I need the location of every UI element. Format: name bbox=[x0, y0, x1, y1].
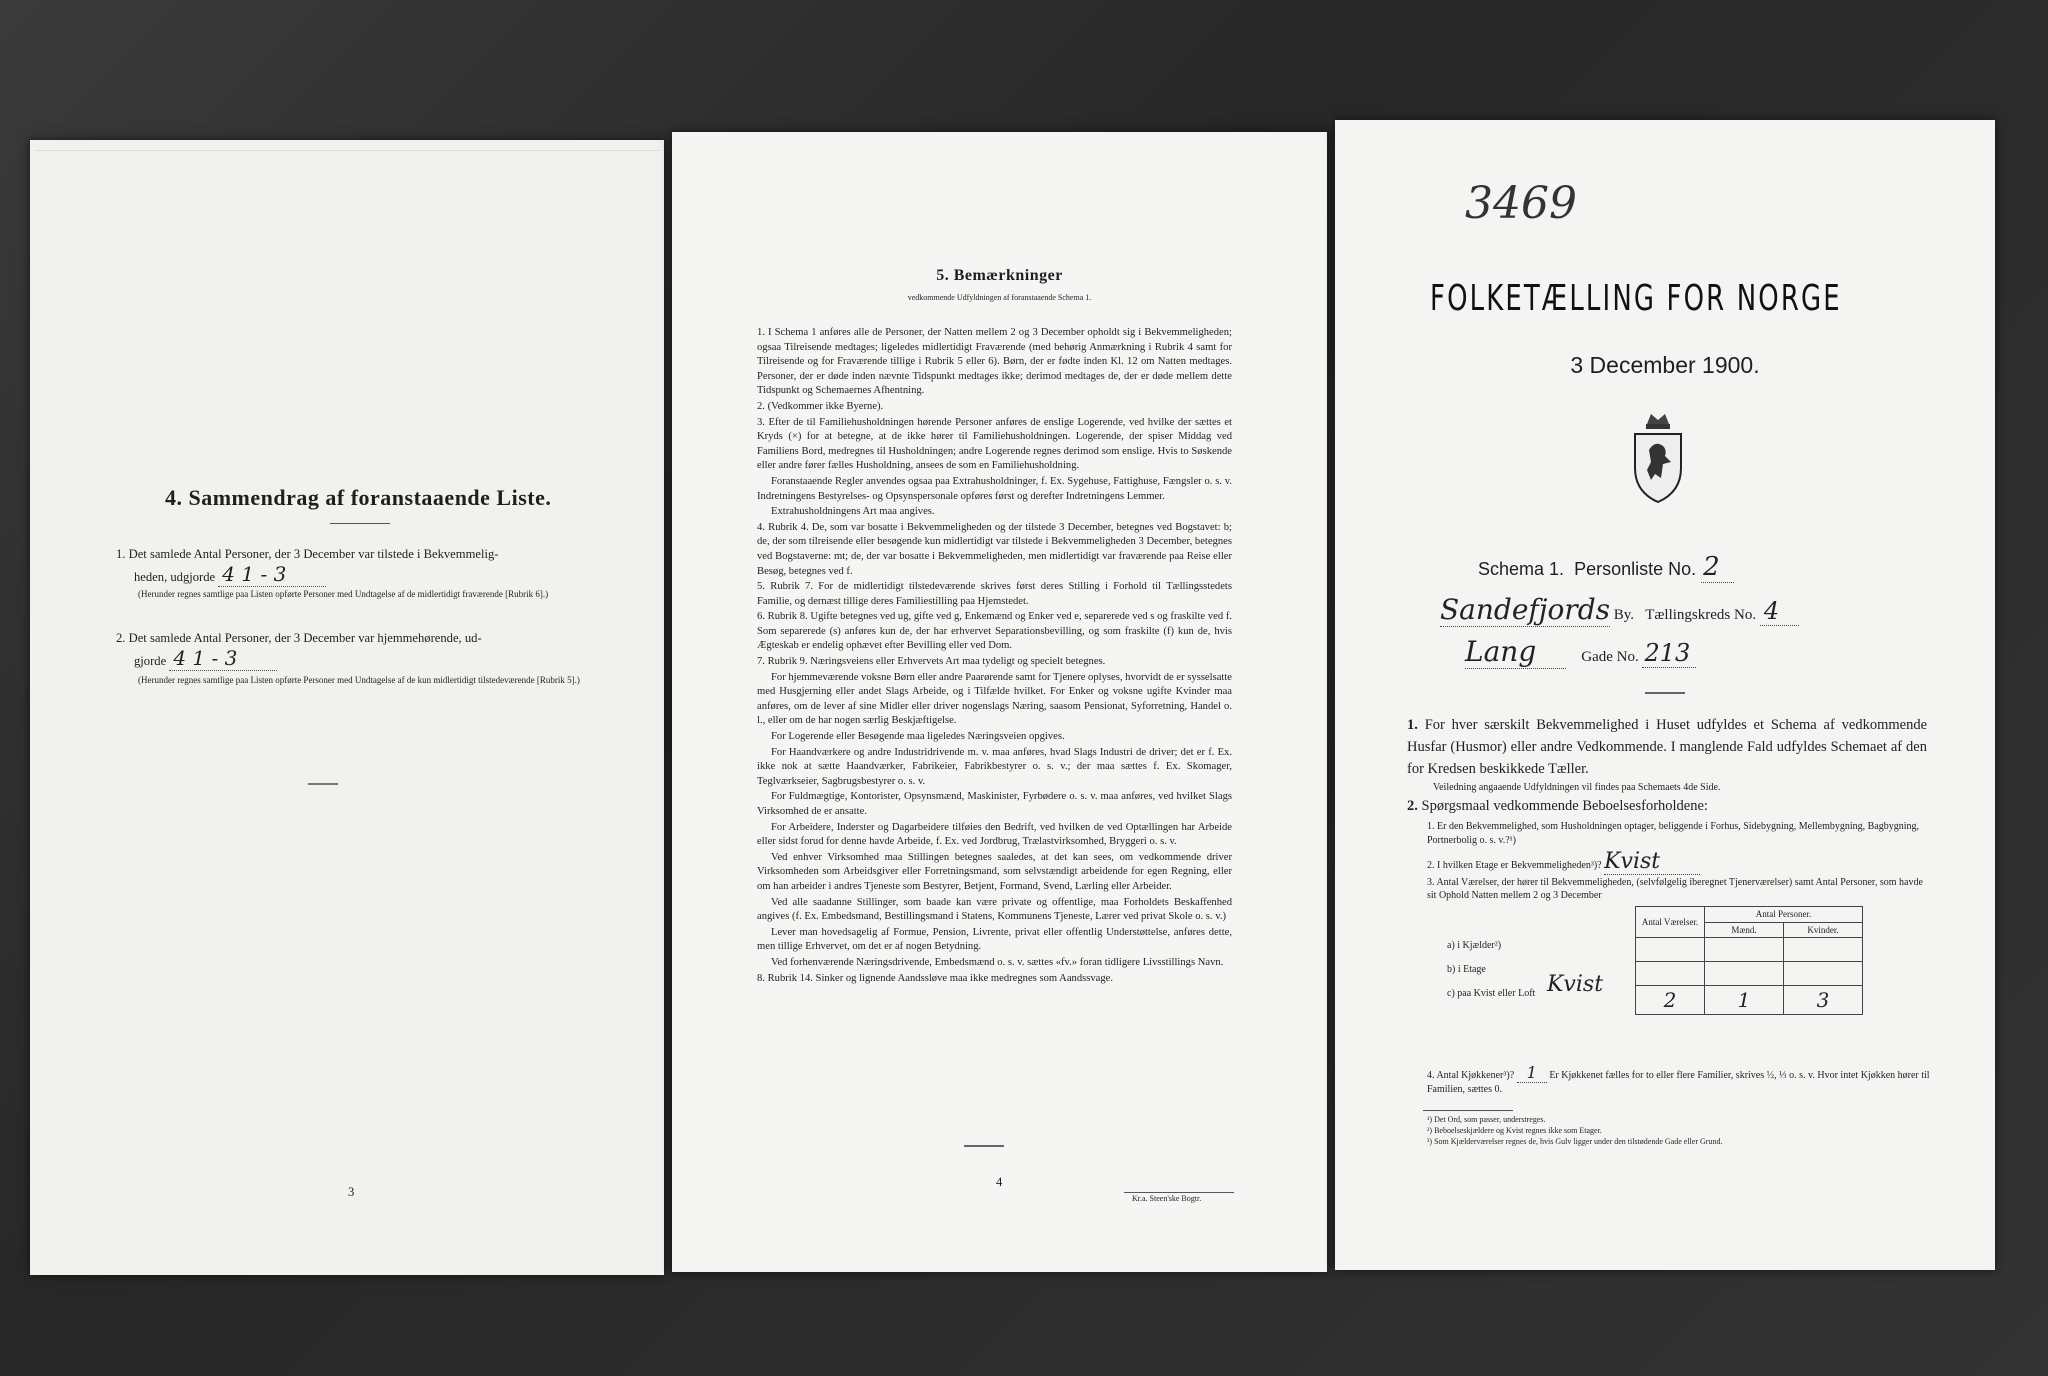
row-label-floor: b) i Etage bbox=[1447, 964, 1486, 975]
gade-number: 213 bbox=[1642, 639, 1696, 668]
summary-item-1: 1. Det samlede Antal Personer, der 3 December var tilstede i Bekvemmelig- heden, udgjorde 4 1 - 3 bbox=[116, 547, 499, 586]
town-line: Sandefjords By. Tællingskreds No. 4 bbox=[1440, 593, 1799, 626]
question-4: 4. Antal Kjøkkener³)? 1 Er Kjøkkenet fælles for to eller flere Familier, skrives ½, ⅓ o. s. v. Hvor intet Kjøkken hører til Familien, sættes 0. bbox=[1427, 1063, 1930, 1095]
remark-paragraph: 3. Efter de til Familiehusholdningen hørende Personer anføres de enslige Logerende, ved hvilke der sættes et Kryds (×) for at betegne, at de ikke hører til Familiehusholdningen. Logerende, der spiser Middag ved Familiens Bord, medregnes til Husholdningen; andre Logerende regnes derimod som enslige. Hvis to Søskende eller andre fører fælles Husholdning, ansees de som en Familiehusholdning. bbox=[757, 416, 1232, 472]
remark-paragraph: 5. Rubrik 7. For de midlertidigt tilstedeværende skrives først deres Stilling i Forhold til Tællingsstedets Familie, og dernæst tillige deres Familiestilling paa Hjemstedet. bbox=[757, 581, 1232, 607]
remark-paragraph: For Fuldmægtige, Kontorister, Opsynsmænd, Maskinister, Fyrbødere o. s. v. maa anføres, ved hvilket Slags Virksomhed de er ansatte. bbox=[757, 791, 1232, 817]
printer-imprint: Kr.a. Steen'ske Bogtr. bbox=[1132, 1194, 1202, 1203]
attic-rooms: 2 bbox=[1636, 986, 1705, 1015]
remark-paragraph: For Haandværkere og andre Industridrivende m. v. maa anføres, hvad Slags Industri de driver; det er f. Ex. ikke nok at sætte Haandværker, Fabrikeier, Fabrikbestyrer o. s. v.; der maa sættes f. Ex. Skomager, Teglværkseier, Sagbrugsbestyrer o. s. v. bbox=[757, 746, 1232, 787]
page-4-remarks bbox=[672, 132, 1327, 1272]
remark-paragraph: Ved enhver Virksomhed maa Stillingen betegnes saaledes, at det kan sees, om vedkommende driver Virksomheden som Arbeidsgiver eller Forretningsmand, som selvstændigt arbeidende for egen Regning, eller om han arbeider i andres Tjeneste som Bestyrer, Betjent, Formand, Svend, Lærling eller Arbeider. bbox=[757, 851, 1232, 892]
footnotes: ¹) Det Ord, som passer, understreges. ²) Beboelseskjældere og Kvist regnes ikke som Etager. ³) Som Kjælderværelser regnes de, hvis Gulv ligger under den tilstødende Gade eller Grund. bbox=[1427, 1115, 1723, 1146]
remark-paragraph: Foranstaaende Regler anvendes ogsaa paa Extrahusholdninger, f. Ex. Sygehuse, Fattighuse, Fængsler o. s. v. Indretningens Bestyrelses- og Opsynspersonale opføres først og derefter Indretningens Lemmer. bbox=[757, 475, 1232, 502]
attic-male: 1 bbox=[1705, 986, 1784, 1015]
tkreds-number: 4 bbox=[1760, 597, 1799, 626]
col-persons: Antal Personer. bbox=[1705, 907, 1863, 923]
remark-paragraph: 2. (Vedkommer ikke Byerne). bbox=[757, 400, 884, 412]
page-3-summary bbox=[30, 140, 664, 1275]
remark-paragraph: For Logerende eller Besøgende maa ligeledes Næringsveien opgives. bbox=[771, 731, 1065, 743]
section-5-subtitle: vedkommende Udfyldningen af foranstaaende Schema 1. bbox=[907, 293, 1092, 302]
remark-paragraph: 4. Rubrik 4. De, som var bosatte i Bekvemmeligheden og der tilstede 3 December, betegnes ved Bogstavet: b; de, der som tilreisende eller besøgende kun midlertidigt var tilstede i Bekvemmeligheden 3 December, betegnes ved Bogstaverne: mt; de, der var bosatte i Bekvemmeligheden, men midlertidigt var fraværende paa Reise eller Besøg, betegnes ved f. bbox=[757, 521, 1232, 577]
schema-line: Schema 1. Personliste No. 2 bbox=[1478, 552, 1734, 582]
norwegian-coat-of-arms-icon bbox=[1627, 410, 1689, 505]
remark-paragraph: 1. I Schema 1 anføres alle de Personer, der Natten mellem 2 og 3 December opholdt sig i Bekvemmeligheden; ogsaa Tilreisende medtages; ligeledes midlertidigt Fraværende (med behørig Anmærkning i Rubrik 4 samt for Tilreisende og for Fraværende tillige i Rubrik 5 eller 6). Børn, der er fødte inden Kl. 12 om Natten medtages. Personer, der er døde inden nævnte Tidspunkt medtages ikke; derimod medtages de, der er døde mellem dette Tidspunkt og Schemaernes Afhentning. bbox=[757, 327, 1232, 397]
row-label-basement: a) i Kjælder²) bbox=[1447, 940, 1502, 951]
page-number-4: 4 bbox=[996, 1175, 1003, 1189]
personliste-number: 2 bbox=[1701, 552, 1734, 583]
remark-paragraph: 8. Rubrik 14. Sinker og lignende Aandssløve maa ikke medregnes som Aandssvage. bbox=[757, 972, 1114, 984]
street-handwritten: Lang bbox=[1465, 635, 1566, 669]
col-male: Mænd. bbox=[1705, 922, 1784, 938]
row-label-attic: c) paa Kvist eller Loft bbox=[1447, 988, 1536, 999]
question-3: 3. Antal Værelser, der hører til Bekvemmeligheden, (selvfølgelig iberegnet Tjenerværelser) samt Antal Personer, som havde sit Ophold Natten mellem 2 og 3 December bbox=[1427, 877, 1923, 901]
col-female: Kvinder. bbox=[1784, 922, 1863, 938]
page-number-3: 3 bbox=[348, 1185, 355, 1199]
instruction-1: 1. For hver særskilt Bekvemmelighed i Huset udfyldes et Schema af vedkommende Husfar (Husmor) eller andre Vedkommende. I manglende Fald udfyldes Schemaet af den for Kredsen beskikkede Tæller. bbox=[1407, 717, 1928, 777]
question-1: 1. Er den Bekvemmelighed, som Husholdningen optager, beliggende i Forhus, Sidebygning, Mellembygning, Bagbygning, Portnerbolig o. s. v.?¹) bbox=[1427, 821, 1920, 846]
remarks-list bbox=[757, 326, 1232, 987]
instruction-1-note: Veiledning angaaende Udfyldningen vil findes paa Schemaets 4de Side. bbox=[1433, 782, 1721, 793]
document-title: FOLKETÆLLING FOR NORGE bbox=[1430, 278, 1842, 319]
remark-paragraph: Ved alle saadanne Stillinger, som baade kan være private og offentlige, maa Forholdets Beskaffenhed angives (f. Ex. Embedsmand, Bestillingsmand i Statens, Kommunens Tjeneste, Lærer ved privat Skole o. s. v.) bbox=[757, 896, 1232, 923]
street-line: Lang Gade No. 213 bbox=[1465, 635, 1696, 668]
remark-paragraph: Extrahusholdningens Art maa angives. bbox=[771, 506, 935, 518]
attic-female: 3 bbox=[1784, 986, 1863, 1015]
rooms-persons-table bbox=[1635, 906, 1863, 1015]
archive-number-handwritten: 3469 bbox=[1465, 178, 1577, 229]
remark-paragraph: For hjemmeværende voksne Børn eller andre Paarørende samt for Tjenere oplyses, hvorvidt de er sysselsatte med Husgjerning eller andet Slags Arbeide, og i Tilfælde hvilket. For Enker og voksne ugifte Kvinder maa anføres, om de lever af sine Midler eller driver nogenslags Næring, saasom Pensionat, Syforretning, Handel o. l., eller om de har nogen særlig Beskjæftigelse. bbox=[757, 671, 1232, 727]
handwritten-resident-count: 4 1 - 3 bbox=[169, 646, 277, 671]
question-2: 2. I hvilken Etage er Bekvemmeligheden³)? Kvist bbox=[1427, 856, 1700, 872]
attic-handwritten: Kvist bbox=[1547, 972, 1604, 997]
remark-paragraph: 6. Rubrik 8. Ugifte betegnes ved ug, gifte ved g, Enkemænd og Enker ved e, separerede ved s og fraskilte ved f. Som separerede (s) anføres kun de, der har erhvervet Separationsbevilling, og som fraskilte (f) kun de, hvis Ægteskab er endelig ophævet efter Bevilling eller ved Dom. bbox=[757, 611, 1232, 652]
summary-item-2: 2. Det samlede Antal Personer, der 3 December var hjemmehørende, ud- gjorde 4 1 - 3 bbox=[116, 631, 482, 670]
summary-note-2: (Herunder regnes samtlige paa Listen opførte Personer med Undtagelse af de kun midlertidigt tilstedeværende [Rubrik 5].) bbox=[138, 675, 580, 685]
floor-handwritten: Kvist bbox=[1604, 849, 1700, 875]
page-1-cover bbox=[1335, 120, 1995, 1270]
col-rooms: Antal Værelser. bbox=[1636, 907, 1705, 938]
kitchen-handwritten: 1 bbox=[1517, 1063, 1547, 1083]
section-4-title: 4. Sammendrag af foranstaaende Liste. bbox=[165, 485, 552, 510]
remark-paragraph: 7. Rubrik 9. Næringsveiens eller Erhvervets Art maa tydeligt og specielt betegnes. bbox=[757, 656, 1106, 668]
town-handwritten: Sandefjords bbox=[1440, 593, 1610, 626]
census-date: 3 December 1900. bbox=[1570, 352, 1760, 378]
handwritten-present-count: 4 1 - 3 bbox=[218, 562, 326, 587]
section-5-title: 5. Bemærkninger bbox=[936, 267, 1063, 284]
remark-paragraph: For Arbeidere, Inderster og Dagarbeidere tilføies den Bedrift, ved hvilken de ved Optællingen har Arbeide eller sidst forud for denne havde Arbeide, f. Ex. ved Jordbrug, Trælastvirksomhed, Bryggeri o. s. v. bbox=[757, 821, 1232, 848]
instruction-2: 2. Spørgsmaal vedkommende Beboelsesforholdene: bbox=[1407, 798, 1708, 814]
remark-paragraph: Lever man hovedsagelig af Formue, Pension, Livrente, privat eller offentlig Understøttelse, anføres dette, men tillige Erhvervet, om det er af nogen Betydning. bbox=[757, 926, 1232, 953]
summary-note-1: (Herunder regnes samtlige paa Listen opførte Personer med Undtagelse af de midlertidigt fraværende [Rubrik 6].) bbox=[138, 589, 549, 599]
remark-paragraph: Ved forhenværende Næringsdrivende, Embedsmænd o. s. v. sættes «fv.» foran tidligere Livsstillings Navn. bbox=[771, 956, 1224, 968]
